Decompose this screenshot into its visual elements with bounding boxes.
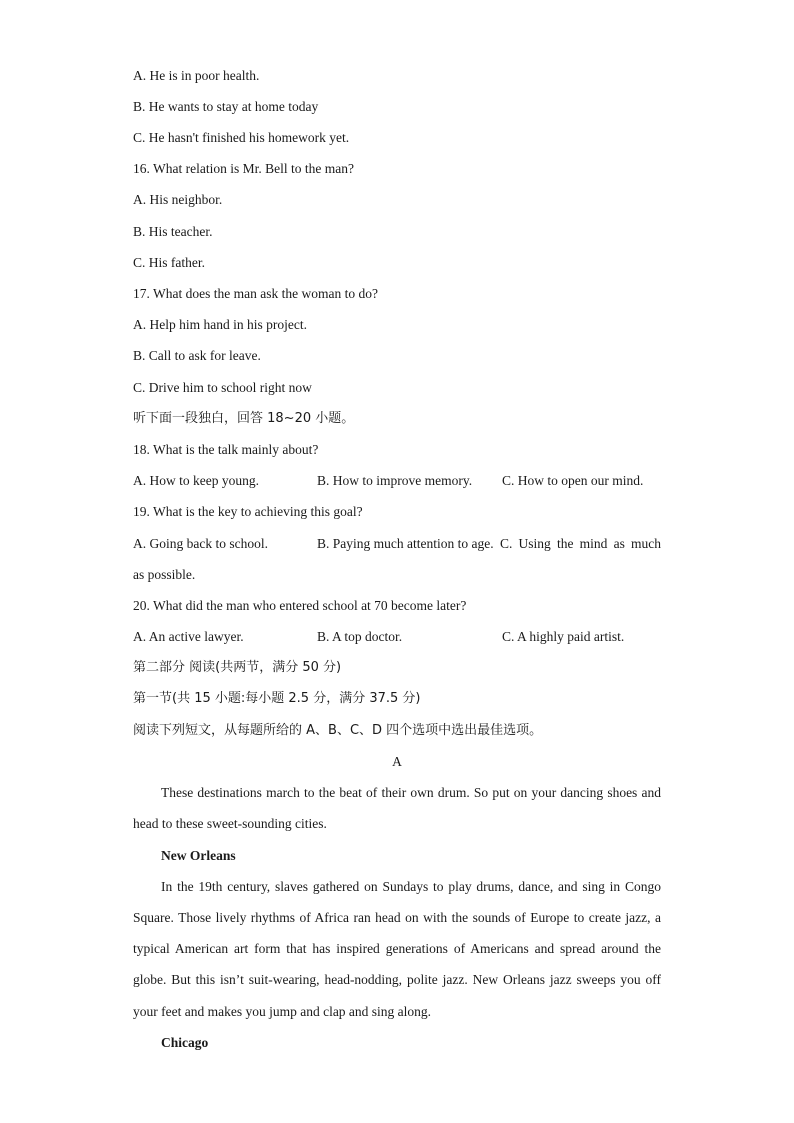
- q19-option-c-continued: as possible.: [133, 567, 196, 582]
- paragraph-new-orleans-line-4: globe. But this isn’t suit-wearing, head-nodding, polite jazz. New Orleans jazz sweeps you off: [133, 972, 661, 987]
- q19-option-b: B. Paying much attention to age.: [317, 536, 494, 551]
- q19-option-c: C. Using the mind as much: [500, 536, 661, 551]
- reading-instruction: 阅读下列短文，从每题所给的 A、B、C、D 四个选项中选出最佳选项。: [133, 723, 543, 738]
- q18-option-b: B. How to improve memory.: [317, 473, 473, 488]
- paragraph-new-orleans-line-5: your feet and makes you jump and clap and sing along.: [133, 1004, 432, 1019]
- heading-new-orleans: New Orleans: [161, 848, 236, 863]
- part-two-heading: 第二部分 阅读(共两节，满分 50 分): [133, 660, 342, 675]
- q18-option-c: C. How to open our mind.: [502, 473, 644, 488]
- question-19: 19. What is the key to achieving this goal?: [133, 504, 363, 519]
- passage-letter: A: [392, 754, 402, 769]
- q15-option-c: C. He hasn't finished his homework yet.: [133, 130, 350, 145]
- q18-option-a: A. How to keep young.: [133, 473, 259, 488]
- q17-option-b: B. Call to ask for leave.: [133, 348, 261, 363]
- q20-option-c: C. A highly paid artist.: [502, 629, 625, 644]
- question-16: 16. What relation is Mr. Bell to the man?: [133, 161, 354, 176]
- section-one-heading: 第一节(共 15 小题:每小题 2.5 分，满分 37.5 分): [133, 691, 421, 706]
- q15-option-a: A. He is in poor health.: [133, 68, 260, 83]
- q15-option-b: B. He wants to stay at home today: [133, 99, 319, 114]
- heading-chicago: Chicago: [161, 1035, 209, 1050]
- monologue-instruction: 听下面一段独白，回答 18~20 小题。: [133, 411, 355, 426]
- paragraph-intro-line-2: head to these sweet-sounding cities.: [133, 816, 327, 831]
- q19-option-a: A. Going back to school.: [133, 536, 268, 551]
- question-17: 17. What does the man ask the woman to do?: [133, 286, 378, 301]
- q17-option-c: C. Drive him to school right now: [133, 380, 312, 395]
- q16-option-a: A. His neighbor.: [133, 192, 223, 207]
- q20-option-b: B. A top doctor.: [317, 629, 403, 644]
- q17-option-a: A. Help him hand in his project.: [133, 317, 307, 332]
- question-18: 18. What is the talk mainly about?: [133, 442, 319, 457]
- paragraph-new-orleans-line-3: typical American art form that has inspired generations of Americans and spread around the: [133, 941, 661, 956]
- question-20: 20. What did the man who entered school at 70 become later?: [133, 598, 467, 613]
- q16-option-c: C. His father.: [133, 255, 205, 270]
- q16-option-b: B. His teacher.: [133, 224, 213, 239]
- paragraph-new-orleans-line-1: In the 19th century, slaves gathered on Sundays to play drums, dance, and sing in Congo: [161, 879, 661, 894]
- paragraph-new-orleans-line-2: Square. Those lively rhythms of Africa ran head on with the sounds of Europe to create jazz, a: [133, 910, 661, 925]
- q20-option-a: A. An active lawyer.: [133, 629, 244, 644]
- paragraph-intro-line-1: These destinations march to the beat of their own drum. So put on your dancing shoes and: [161, 785, 661, 800]
